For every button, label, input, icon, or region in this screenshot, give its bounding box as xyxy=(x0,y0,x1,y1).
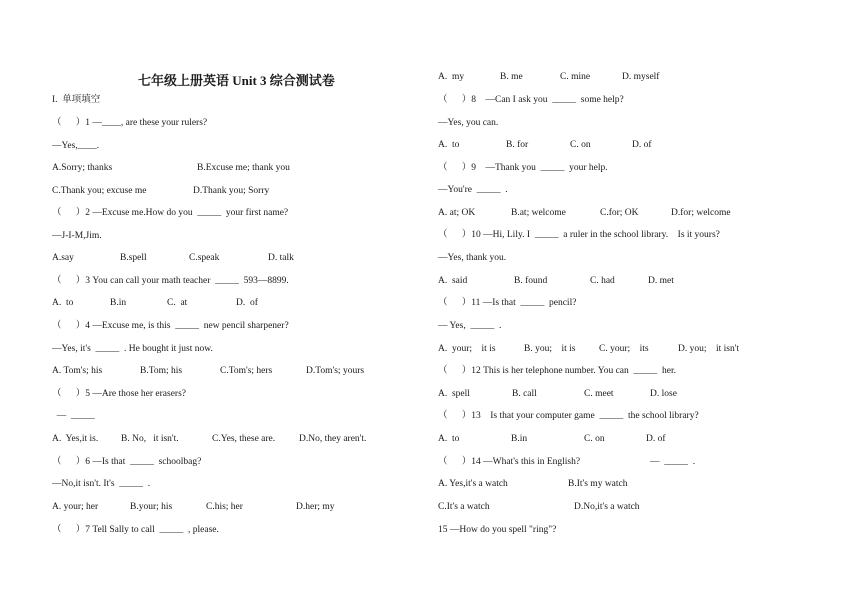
section-heading: I. 单项填空 xyxy=(52,95,101,105)
option-d: D.No,it's a watch xyxy=(574,502,640,512)
question-10-reply: —Yes, thank you. xyxy=(438,253,507,263)
question-7: （ ）7 Tell Sally to call _____ , please. xyxy=(52,525,219,535)
option-a: A. my xyxy=(438,72,465,82)
option-a: A. your; her xyxy=(52,502,99,512)
option-b: B.your; his xyxy=(130,502,173,512)
option-a: A. to xyxy=(438,140,460,150)
option-c: C. on xyxy=(584,434,605,444)
question-2-reply: —J-I-M,Jim. xyxy=(52,231,102,241)
question-6-reply: —No,it isn't. It's _____ . xyxy=(52,479,151,489)
option-c: C. on xyxy=(570,140,591,150)
option-c: C.speak xyxy=(189,253,220,263)
option-c: C. meet xyxy=(584,389,614,399)
option-b: B. me xyxy=(500,72,523,82)
option-c: C.Thank you; excuse me xyxy=(52,186,147,196)
question-4: （ ）4 —Excuse me, is this _____ new pencil sharpener? xyxy=(52,321,289,331)
question-11-reply: — Yes, _____ . xyxy=(438,321,502,331)
option-c: C.It's a watch xyxy=(438,502,490,512)
question-15: 15 —How do you spell "ring"? xyxy=(438,525,557,535)
option-a: A. to xyxy=(438,434,460,444)
question-5: （ ）5 —Are those her erasers? xyxy=(52,389,187,399)
option-b: B. for xyxy=(506,140,529,150)
question-9-reply: —You're _____ . xyxy=(438,185,508,195)
question-2: （ ）2 —Excuse me.How do you _____ your first name? xyxy=(52,208,289,218)
option-d: D. of xyxy=(646,434,666,444)
option-a: A. at; OK xyxy=(438,208,476,218)
question-1: （ ）1 —____, are these your rulers? xyxy=(52,118,208,128)
option-b: B.in xyxy=(110,298,127,308)
option-b: B.It's my watch xyxy=(568,479,628,489)
option-a: A. Yes,it is. xyxy=(52,434,99,444)
option-c: C. mine xyxy=(560,72,591,82)
option-a: A.Sorry; thanks xyxy=(52,163,113,173)
option-d: D. met xyxy=(648,276,674,286)
question-6: （ ）6 —Is that _____ schoolbag? xyxy=(52,457,202,467)
option-b: B. found xyxy=(514,276,548,286)
question-4-reply: —Yes, it's _____ . He bought it just now. xyxy=(52,344,213,354)
question-14-text: （ ）14 —What's this in English? xyxy=(438,457,581,467)
option-d: D.Thank you; Sorry xyxy=(193,186,270,196)
option-b: B. you; it is xyxy=(524,344,576,354)
option-a: A.say xyxy=(52,253,74,263)
question-14-reply: — _____ . xyxy=(650,457,696,467)
option-b: B.Tom; his xyxy=(140,366,183,376)
question-8: （ ）8 —Can I ask you _____ some help? xyxy=(438,95,624,105)
option-d: D.for; welcome xyxy=(671,208,731,218)
question-3: （ ）3 You can call your math teacher _____ 593—8899. xyxy=(52,276,289,286)
option-c: C.for; OK xyxy=(600,208,639,218)
option-b: B.at; welcome xyxy=(511,208,566,218)
question-11: （ ）11 —Is that _____ pencil? xyxy=(438,298,577,308)
question-1-reply: —Yes,____. xyxy=(52,141,100,151)
option-c: C. your; its xyxy=(599,344,649,354)
option-d: D. you; it isn't xyxy=(678,344,740,354)
question-12: （ ）12 This is her telephone number. You can _____ her. xyxy=(438,366,677,376)
question-13: （ ）13 Is that your computer game _____ the school library? xyxy=(438,411,699,421)
question-10: （ ）10 —Hi, Lily. I _____ a ruler in the school library. Is it yours? xyxy=(438,230,720,240)
option-d: D. of xyxy=(632,140,652,150)
option-a: A. spell xyxy=(438,389,470,399)
option-d: D. talk xyxy=(268,253,294,263)
page-title: 七年级上册英语 Unit 3 综合测试卷 xyxy=(138,73,335,88)
option-a: A. said xyxy=(438,276,468,286)
option-a: A. Tom's; his xyxy=(52,366,103,376)
option-b: B.Excuse me; thank you xyxy=(197,163,290,173)
option-b: B. call xyxy=(512,389,537,399)
option-d: D. of xyxy=(236,298,258,308)
option-c: C.Tom's; hers xyxy=(220,366,273,376)
option-a: A. your; it is xyxy=(438,344,496,354)
option-d: D. lose xyxy=(650,389,677,399)
option-b: B.in xyxy=(511,434,528,444)
question-8-reply: —Yes, you can. xyxy=(438,118,499,128)
option-d: D.No, they aren't. xyxy=(299,434,367,444)
option-b: B.spell xyxy=(120,253,147,263)
option-c: C. had xyxy=(590,276,615,286)
option-c: C.his; her xyxy=(206,502,243,512)
option-b: B. No, it isn't. xyxy=(121,434,179,444)
option-d: D.her; my xyxy=(296,502,335,512)
option-a: A. Yes,it's a watch xyxy=(438,479,508,489)
option-d: D. myself xyxy=(622,72,660,82)
option-d: D.Tom's; yours xyxy=(306,366,365,376)
option-a: A. to xyxy=(52,298,74,308)
question-5-reply: — _____ xyxy=(52,411,95,421)
option-c: C.Yes, these are. xyxy=(212,434,276,444)
option-c: C. at xyxy=(167,298,188,308)
question-9: （ ）9 —Thank you _____ your help. xyxy=(438,163,608,173)
